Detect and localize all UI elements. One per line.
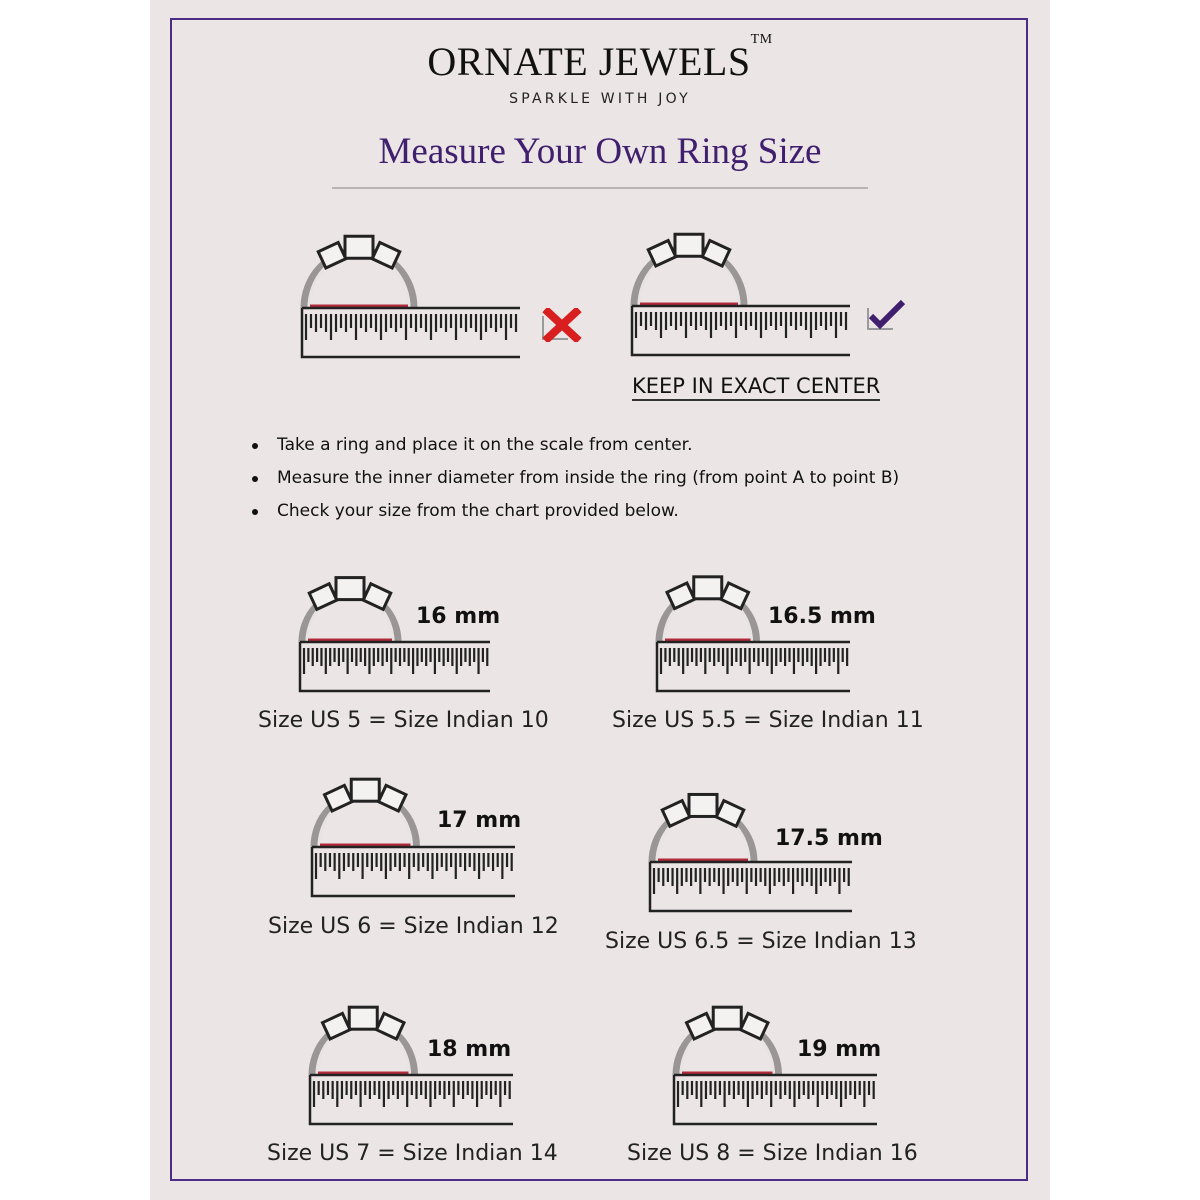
size-figure-17-5mm: [648, 792, 854, 914]
size-mm-label: 18 mm: [427, 1037, 512, 1062]
size-mm-label: 17.5 mm: [775, 826, 883, 851]
size-caption: Size US 8 = Size Indian 16: [627, 1141, 918, 1166]
ruler-ticks: [636, 312, 846, 338]
size-mm-label: 16 mm: [416, 604, 501, 629]
brand-tagline: SPARKLE WITH JOY: [509, 91, 691, 107]
instruction-item: Check your size from the chart provided below.: [250, 498, 899, 531]
size-caption: Size US 5 = Size Indian 10: [258, 708, 549, 733]
center-note: KEEP IN EXACT CENTER: [632, 374, 880, 401]
ruler-ticks: [654, 868, 849, 894]
size-mm-label: 17 mm: [437, 808, 522, 833]
size-caption: Size US 6 = Size Indian 12: [268, 914, 559, 939]
wrong-placement-figure: [300, 215, 525, 360]
size-figure-17mm: [310, 777, 518, 899]
ruler-ticks: [306, 314, 516, 340]
ring-stones: [648, 234, 730, 266]
instruction-item: Measure the inner diameter from inside the ring (from point A to point B): [250, 465, 899, 498]
ring-stones: [318, 236, 400, 268]
size-caption: Size US 7 = Size Indian 14: [267, 1141, 558, 1166]
brand-logo: ORNATE JEWELS™: [427, 32, 773, 84]
ring-stones: [662, 794, 744, 826]
title-divider: [332, 187, 868, 189]
purple-checkmark-icon: [865, 298, 907, 332]
ruler-ticks: [314, 1081, 510, 1107]
ruler-ticks: [661, 648, 847, 674]
size-mm-label: 19 mm: [797, 1037, 882, 1062]
instruction-item: Take a ring and place it on the scale from center.: [250, 432, 899, 465]
ring-stones: [309, 578, 391, 610]
instructions-list: [250, 432, 899, 531]
size-caption: Size US 5.5 = Size Indian 11: [612, 708, 924, 733]
ring-stones: [686, 1007, 768, 1039]
correct-placement-figure: [630, 228, 855, 358]
size-caption: Size US 6.5 = Size Indian 13: [605, 929, 917, 954]
ring-stones: [322, 1007, 404, 1039]
ruler-ticks: [316, 853, 512, 879]
page-title: Measure Your Own Ring Size: [378, 131, 822, 172]
ring-stones: [667, 577, 749, 609]
size-figure-16mm: [298, 572, 493, 694]
ruler-ticks: [304, 648, 487, 674]
red-x-icon: [540, 308, 582, 342]
size-figure-16-5mm: [655, 572, 853, 694]
size-mm-label: 16.5 mm: [768, 604, 876, 629]
ruler-ticks: [678, 1081, 874, 1107]
ring-stones: [324, 779, 406, 811]
size-figure-19mm: [672, 1005, 880, 1127]
size-figure-18mm: [308, 1005, 516, 1127]
